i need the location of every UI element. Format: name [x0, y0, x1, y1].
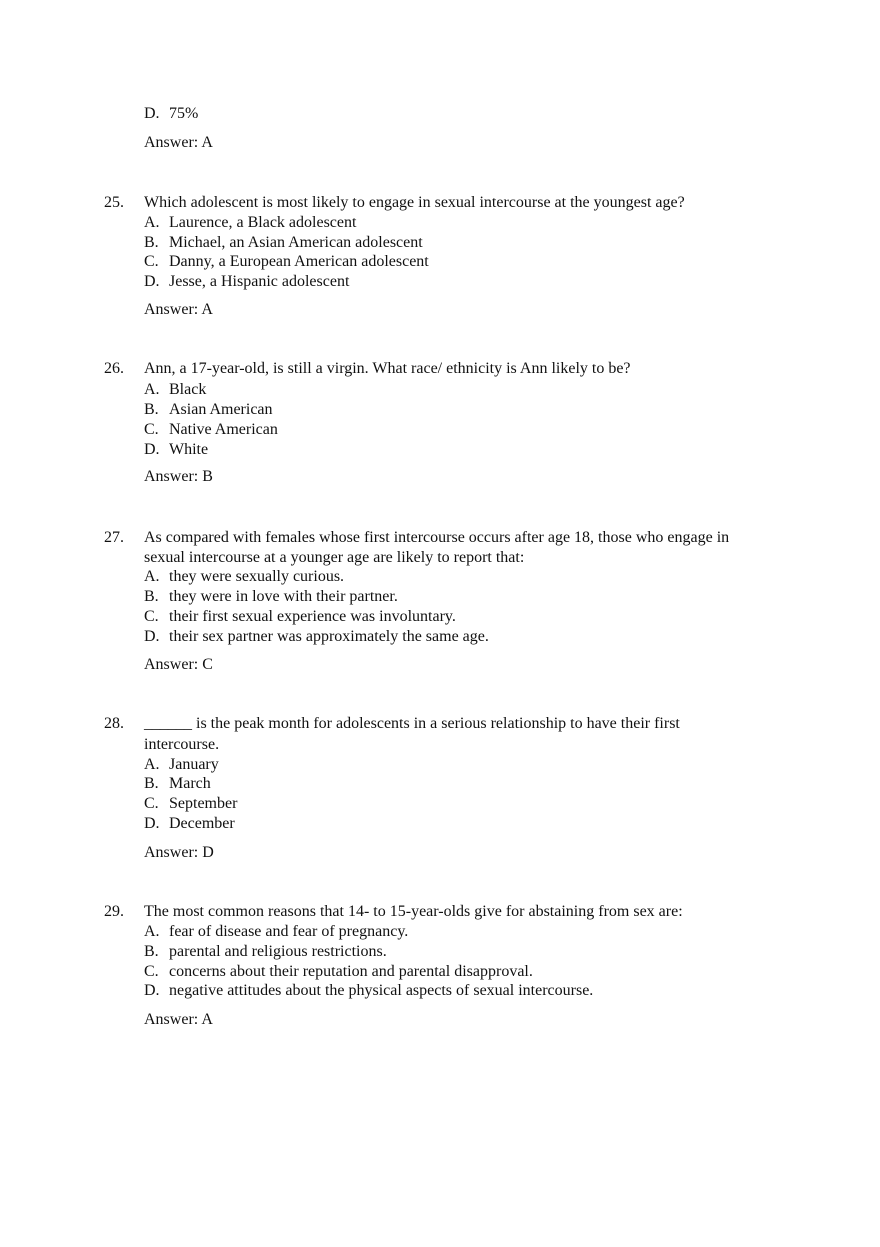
option-letter: A.	[144, 923, 160, 940]
option-text: White	[169, 441, 209, 458]
answer-line: Answer: B	[144, 468, 213, 485]
option-letter: C.	[144, 421, 159, 438]
option-letter: B.	[144, 775, 159, 792]
question-stem: intercourse.	[144, 736, 220, 753]
question-number: 28.	[104, 715, 124, 732]
question-stem: The most common reasons that 14- to 15-year-olds give for abstaining from sex are:	[144, 903, 683, 920]
answer-line: Answer: A	[144, 134, 213, 151]
option-text: their sex partner was approximately the same age.	[169, 628, 489, 645]
option-letter: A.	[144, 568, 160, 585]
option-letter: B.	[144, 401, 159, 418]
question-stem: Which adolescent is most likely to engage in sexual intercourse at the youngest age?	[144, 194, 685, 211]
option-text: December	[169, 815, 235, 832]
answer-line: Answer: A	[144, 1011, 213, 1028]
option-letter: B.	[144, 234, 159, 251]
option-letter: D.	[144, 105, 160, 122]
option-letter: A.	[144, 214, 160, 231]
option-letter: D.	[144, 815, 160, 832]
option-text: 75%	[169, 105, 199, 122]
option-text: Michael, an Asian American adolescent	[169, 234, 423, 251]
option-text: fear of disease and fear of pregnancy.	[169, 923, 409, 940]
question-stem: ______ is the peak month for adolescents in a serious relationship to have their first	[144, 715, 680, 732]
option-letter: C.	[144, 253, 159, 270]
option-text: January	[169, 756, 219, 773]
option-letter: C.	[144, 608, 159, 625]
option-text: September	[169, 795, 238, 812]
option-text: Laurence, a Black adolescent	[169, 214, 357, 231]
option-text: Native American	[169, 421, 278, 438]
question-number: 27.	[104, 529, 124, 546]
option-letter: C.	[144, 963, 159, 980]
option-letter: A.	[144, 756, 160, 773]
option-text: concerns about their reputation and parental disapproval.	[169, 963, 533, 980]
option-letter: D.	[144, 982, 160, 999]
question-number: 26.	[104, 360, 124, 377]
answer-line: Answer: A	[144, 301, 213, 318]
option-letter: C.	[144, 795, 159, 812]
option-text: Jesse, a Hispanic adolescent	[169, 273, 350, 290]
option-letter: D.	[144, 273, 160, 290]
option-text: they were in love with their partner.	[169, 588, 398, 605]
question-stem: sexual intercourse at a younger age are likely to report that:	[144, 549, 525, 566]
option-text: they were sexually curious.	[169, 568, 345, 585]
option-letter: B.	[144, 588, 159, 605]
answer-line: Answer: C	[144, 656, 213, 673]
question-number: 29.	[104, 903, 124, 920]
option-text: Black	[169, 381, 207, 398]
question-stem: Ann, a 17-year-old, is still a virgin. What race/ ethnicity is Ann likely to be?	[144, 360, 631, 377]
option-letter: D.	[144, 628, 160, 645]
option-text: their first sexual experience was involuntary.	[169, 608, 456, 625]
option-letter: A.	[144, 381, 160, 398]
option-letter: B.	[144, 943, 159, 960]
answer-line: Answer: D	[144, 844, 214, 861]
option-text: March	[169, 775, 211, 792]
question-number: 25.	[104, 194, 124, 211]
option-text: Asian American	[169, 401, 273, 418]
option-letter: D.	[144, 441, 160, 458]
option-text: negative attitudes about the physical aspects of sexual intercourse.	[169, 982, 594, 999]
option-text: parental and religious restrictions.	[169, 943, 387, 960]
option-text: Danny, a European American adolescent	[169, 253, 429, 270]
question-stem: As compared with females whose first intercourse occurs after age 18, those who engage in	[144, 529, 730, 546]
